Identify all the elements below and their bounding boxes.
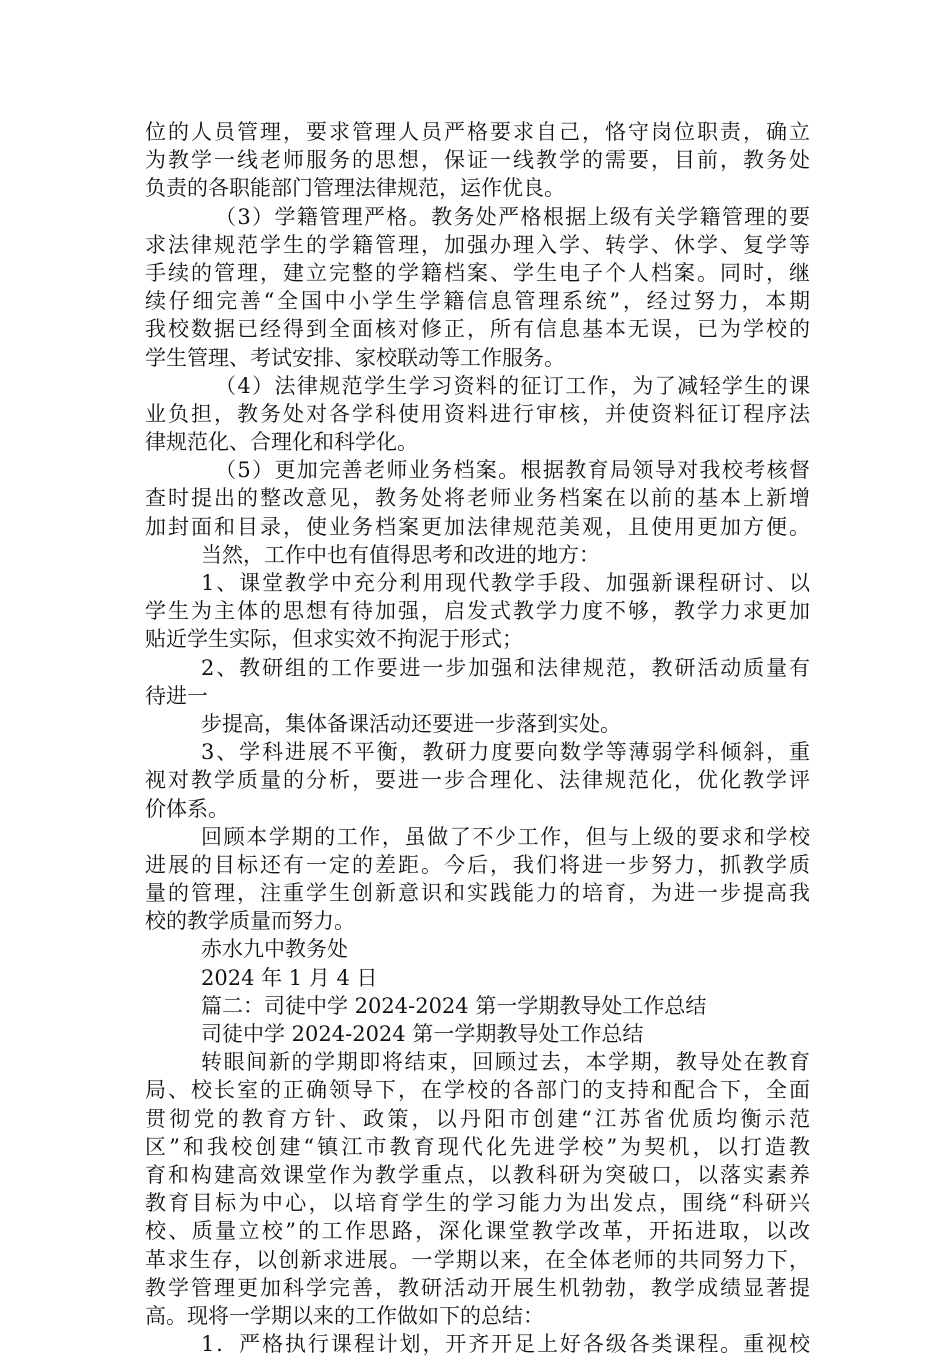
text-line: 价体系。 [145,796,229,821]
text-line: 2024 年 1 月 4 日 [201,965,378,990]
text-line: 革求生存，以创新求进展。一学期以来，在全体老师的共同努力下， [145,1247,810,1272]
text-line: 篇二：司徒中学 2024-2024 第一学期教导处工作总结 [201,993,707,1018]
text-line: 手续的管理，建立完整的学籍档案、学生电子个人档案。同时，继 [145,260,810,285]
text-line: 量的管理，注重学生创新意识和实践能力的培育，为进一步提高我 [145,881,810,906]
text-line: 校的教学质量而努力。 [145,909,355,934]
text-line: 区”和我校创建“镇江市教育现代化先进学校”为契机，以打造教 [145,1134,810,1159]
text-line: 司徒中学 2024-2024 第一学期教导处工作总结 [201,1022,644,1046]
text-line: 转眼间新的学期即将结束，回顾过去，本学期，教导处在教育 [201,1050,810,1075]
text-line: 回顾本学期的工作，虽做了不少工作，但与上级的要求和学校 [201,824,810,849]
text-line: 律规范化、合理化和科学化。 [145,430,418,455]
text-line: 加封面和目录，使业务档案更加法律规范美观，且使用更加方便。 [145,514,810,539]
document-body [145,118,810,1358]
text-line: 赤水九中教务处 [201,937,348,962]
text-line: 当然，工作中也有值得思考和改进的地方： [201,542,600,567]
text-line: 查时提出的整改意见，教务处将老师业务档案在以前的基本上新增 [145,486,810,511]
text-line: 校、质量立校”的工作思路，深化课堂教学改革，开拓进取，以改 [145,1219,810,1244]
text-line: 教学管理更加科学完善，教研活动开展生机勃勃，教学成绩显著提 [145,1275,810,1300]
text-line: 为教学一线老师服务的思想，保证一线教学的需要，目前，教务处 [145,148,810,173]
text-line: 续仔细完善“全国中小学生学籍信息管理系统”，经过努力，本期 [145,289,810,314]
text-line: 我校数据已经得到全面核对修正，所有信息基本无误，已为学校的 [145,317,810,342]
text-line: 学生管理、考试安排、家校联动等工作服务。 [145,345,565,370]
text-line: 1、课堂教学中充分利用现代教学手段、加强新课程研讨、以 [201,571,810,595]
text-line: 教育目标为中心，以培育学生的学习能力为出发点，围绕“科研兴 [145,1191,810,1216]
text-line: 贴近学生实际，但求实效不拘泥于形式； [145,627,523,652]
text-line: 视对教学质量的分析，要进一步合理化、法律规范化，优化教学评 [145,768,810,793]
text-line: 高。现将一学期以来的工作做如下的总结： [145,1303,544,1328]
text-line: 育和构建高效课堂作为教学重点，以教科研为突破口，以落实素养 [145,1162,810,1187]
text-line: 待进一 [145,683,208,708]
text-line: （4）法律规范学生学习资料的征订工作，为了减轻学生的课 [215,373,810,398]
text-line: 2、教研组的工作要进一步加强和法律规范，教研活动质量有 [201,655,810,680]
text-line: 贯彻党的教育方针、政策，以丹阳市创建“江苏省优质均衡示范 [145,1106,810,1131]
text-line: 学生为主体的思想有待加强，启发式教学力度不够，教学力求更加 [145,599,810,624]
text-line: 求法律规范学生的学籍管理，加强办理入学、转学、休学、复学等 [145,232,810,257]
text-line: 步提高，集体备课活动还要进一步落到实处。 [201,711,621,736]
text-line: （5）更加完善老师业务档案。根据教育局领导对我校考核督 [215,458,810,483]
text-line: 业负担，教务处对各学科使用资料进行审核，并使资料征订程序法 [145,401,810,426]
text-line: 3、学科进展不平衡，教研力度要向数学等薄弱学科倾斜，重 [201,740,810,765]
text-line: （3）学籍管理严格。教务处严格根据上级有关学籍管理的要 [215,204,810,229]
text-line: 进展的目标还有一定的差距。今后，我们将进一步努力，抓教学质 [145,852,810,877]
text-line: 位的人员管理，要求管理人员严格要求自己，恪守岗位职责，确立 [145,120,810,144]
text-line: 局、校长室的正确领导下，在学校的各部门的支持和配合下，全面 [145,1078,810,1103]
text-line: 1．严格执行课程计划，开齐开足上好各级各类课程。重视校 [201,1332,810,1357]
text-line: 负责的各职能部门管理法律规范，运作优良。 [145,176,565,201]
